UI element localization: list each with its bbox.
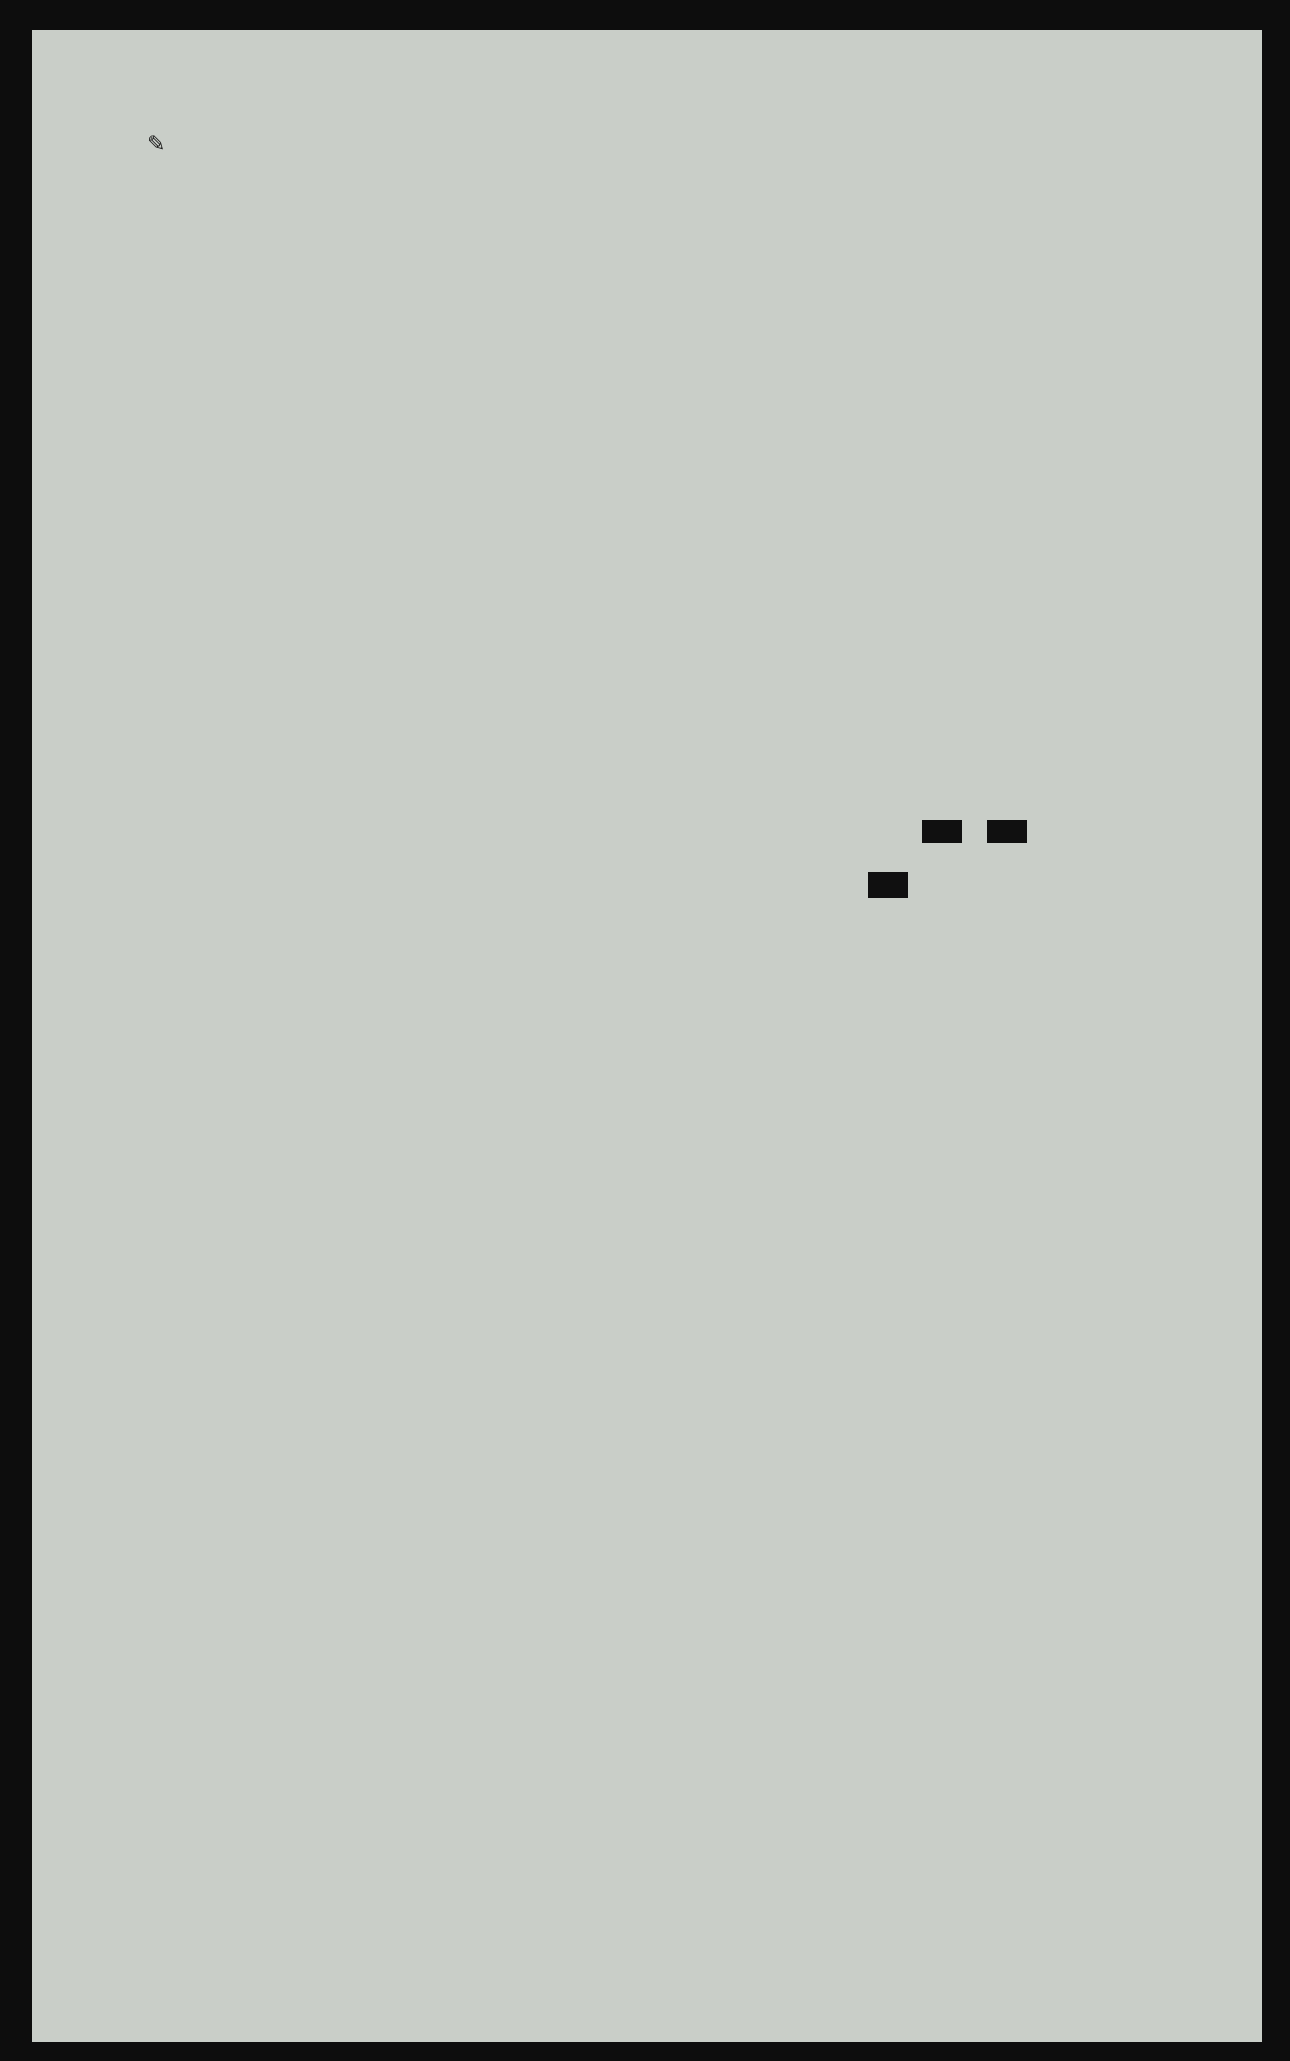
form-sheet xyxy=(32,30,1262,2042)
pencil-mark: ✎ xyxy=(147,132,166,157)
redaction-block xyxy=(987,820,1027,843)
redaction-block xyxy=(868,872,908,898)
redaction-block xyxy=(922,820,962,843)
form-rules xyxy=(32,30,1262,2042)
